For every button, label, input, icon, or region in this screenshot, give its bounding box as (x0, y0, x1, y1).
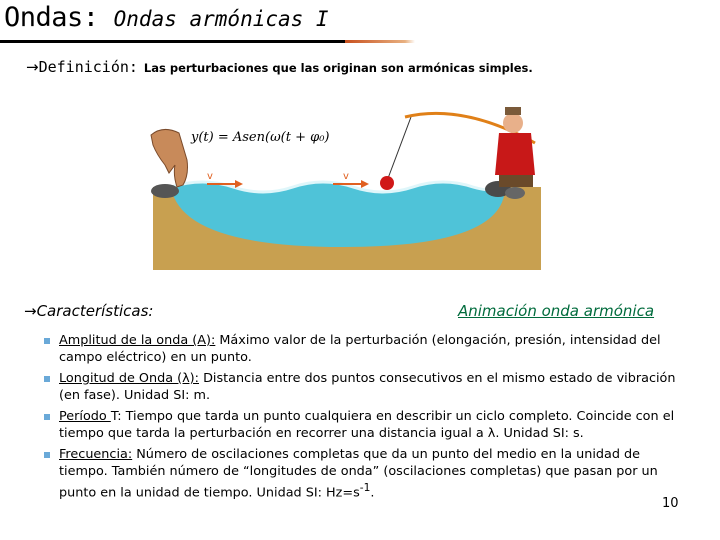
bullet-square-icon (44, 452, 50, 458)
wave-equation: y(t) = Asen(ω(t + φ₀) (191, 130, 330, 145)
fisherman-figure (495, 107, 535, 187)
page-number: 10 (662, 496, 679, 511)
definition-line (26, 58, 533, 76)
bullet-wavelength (44, 371, 684, 404)
bullet-amplitude (44, 333, 684, 366)
bullet-tail: . (370, 485, 375, 501)
hand-shape (151, 129, 188, 187)
bullet-term: Longitud de Onda (λ): (59, 371, 199, 386)
bullet-text: Máximo valor de la perturbación (elongación, presión, intensidad del campo eléctrico) en un punto. (59, 333, 661, 365)
title-underline (0, 40, 415, 43)
title-subtitle: Ondas armónicas I (113, 7, 329, 31)
rock-left (151, 184, 179, 198)
wave-illustration (143, 105, 558, 275)
bullet-text: Tiempo que tarda un punto cualquiera en describir un ciclo completo. Coincide con el tiempo que tarda la perturbación en recorrer una distancia igual a λ. Unidad SI: s. (59, 409, 675, 441)
bullet-square-icon (44, 338, 50, 344)
bullet-period (44, 409, 684, 442)
bullet-frequency (44, 447, 684, 502)
arrow-label-left: v (207, 171, 213, 182)
bullet-square-icon (44, 414, 50, 420)
bullet-superscript: -1 (359, 481, 371, 494)
bullet-text: Distancia entre dos puntos consecutivos en el mismo estado de vibración (en fase). Unidad SI: m. (59, 371, 676, 403)
wave-illustration-svg (143, 105, 558, 275)
arrow-icon: → (24, 302, 37, 320)
title-main: Ondas: (4, 2, 99, 33)
arrow-icon: → (26, 58, 39, 76)
definition-text: Las perturbaciones que las originan son armónicas simples. (143, 61, 533, 75)
characteristics-heading (24, 302, 153, 320)
rock-right-2 (505, 187, 525, 199)
bullet-list (44, 333, 684, 507)
characteristics-label: Características: (36, 302, 154, 320)
float-ball (380, 176, 394, 190)
bullet-text: Número de oscilaciones completas que da un punto del medio en la unidad de tiempo. También número de “longitudes de onda” (oscilaciones completas) que pasan por un punto en la unidad de tiempo. Unidad SI: Hz=s (59, 447, 658, 501)
bullet-term: Período (59, 409, 111, 424)
bullet-square-icon (44, 376, 50, 382)
bullet-term-symbol: T: (110, 409, 122, 424)
animation-link[interactable]: Animación onda armónica (458, 302, 655, 320)
bullet-term: Amplitud de la onda (A): (59, 333, 216, 348)
bullet-term: Frecuencia: (59, 447, 133, 462)
definition-label: Definición: (38, 58, 138, 76)
arrow-label-right: v (343, 171, 349, 182)
slide-title (4, 2, 329, 33)
